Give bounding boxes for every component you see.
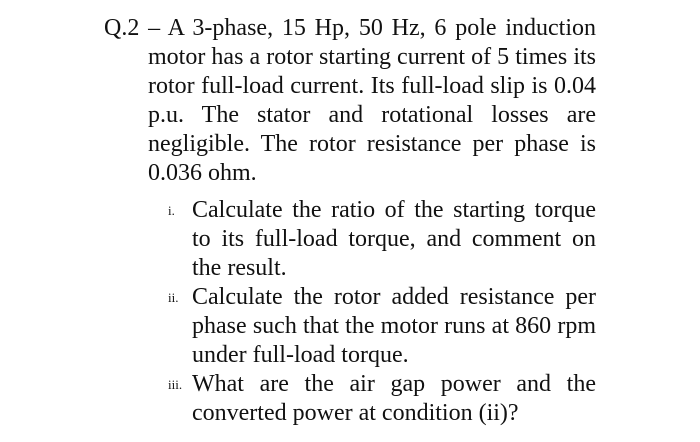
question-parts	[168, 196, 596, 428]
part-text: Calculate the rotor added resistance per phase such that the motor runs at 860 rpm under full-load torque.	[192, 284, 596, 368]
question-statement: Q.2 – A 3-phase, 15 Hp, 50 Hz, 6 pole induction motor has a rotor starting current of 5 times its rotor full-load current. Its full-load slip is 0.04 p.u. The stator and rotational losses are negligible. The rotor resistance per phase is 0.036 ohm.	[104, 15, 596, 186]
part-number: i.	[168, 203, 175, 218]
part-text: What are the air gap power and the converted power at condition (ii)?	[192, 371, 596, 426]
part-number: ii.	[168, 290, 179, 305]
part-ii	[168, 283, 596, 370]
part-i	[168, 196, 596, 283]
part-number: iii.	[168, 377, 183, 392]
part-iii	[168, 370, 596, 428]
part-text: Calculate the ratio of the starting torque to its full-load torque, and comment on the result.	[192, 197, 596, 281]
